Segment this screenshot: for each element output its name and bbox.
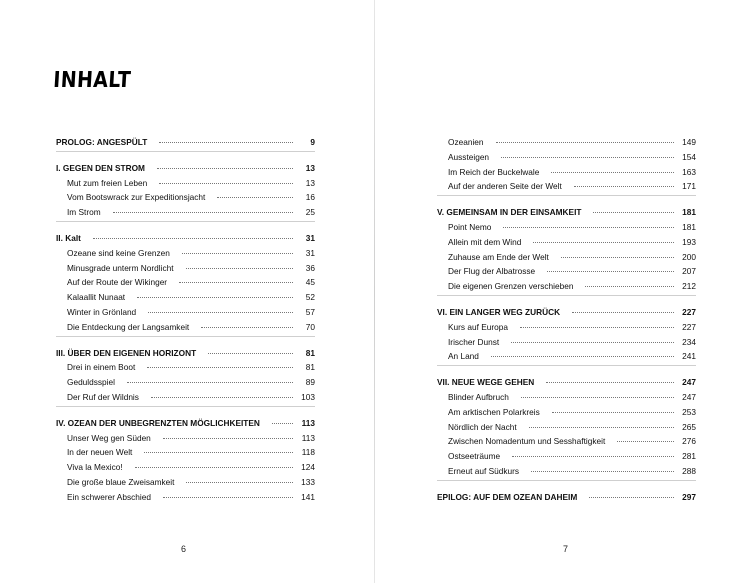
toc-entry-page: 247 <box>682 391 696 402</box>
toc-section-entry <box>56 176 315 191</box>
toc-entry-page: 207 <box>682 266 696 277</box>
toc-section-entry <box>56 460 315 475</box>
toc-entry-page: 81 <box>305 347 315 358</box>
section-divider <box>56 406 315 416</box>
toc-section-entry <box>56 290 315 305</box>
toc-section-entry <box>56 490 315 505</box>
toc-entry-page: 31 <box>305 247 315 258</box>
toc-section-entry <box>437 390 696 405</box>
toc-entry-title: Irischer Dunst <box>448 336 500 347</box>
dot-leader <box>93 238 293 239</box>
toc-entry-title: Blinder Aufbruch <box>448 391 509 402</box>
toc-entry-page: 25 <box>305 207 315 218</box>
toc-section-entry <box>437 279 696 294</box>
toc-entry-title: Aussteigen <box>448 151 490 162</box>
toc-entry-title: Point Nemo <box>448 221 492 232</box>
toc-entry-title: III. ÜBER DEN EIGENEN HORIZONT <box>56 347 197 358</box>
dot-leader <box>503 227 674 228</box>
toc-entry-page: 13 <box>305 162 315 173</box>
toc-entry-title: Unser Weg gen Süden <box>67 432 151 443</box>
dot-leader <box>529 427 674 428</box>
dot-leader <box>574 186 674 187</box>
toc-entry-page: 16 <box>305 192 315 203</box>
toc-entry-page: 118 <box>301 447 315 458</box>
toc-entry-title: Allein mit dem Wind <box>448 236 522 247</box>
toc-section-entry <box>56 475 315 490</box>
toc-entry-title: Nördlich der Nacht <box>448 421 517 432</box>
page-gutter <box>374 0 375 583</box>
toc-entry-page: 89 <box>305 377 315 388</box>
toc-entry-title: VI. EIN LANGER WEG ZURÜCK <box>437 306 561 317</box>
toc-entry-page: 253 <box>682 406 696 417</box>
toc-section-entry <box>56 275 315 290</box>
toc-section-entry <box>56 320 315 335</box>
toc-section-entry <box>437 449 696 464</box>
toc-section-entry <box>56 261 315 276</box>
toc-section-entry <box>437 349 696 364</box>
toc-entry-page: 81 <box>305 362 315 373</box>
toc-entry-page: 113 <box>301 417 315 428</box>
dot-leader <box>186 482 293 483</box>
toc-section-entry <box>56 205 315 220</box>
toc-entry-title: IV. OZEAN DER UNBEGRENZTEN MÖGLICHKEITEN <box>56 417 260 428</box>
dot-leader <box>511 342 674 343</box>
dot-leader <box>113 212 293 213</box>
dot-leader <box>617 441 674 442</box>
dot-leader <box>593 212 674 213</box>
dot-leader <box>163 438 293 439</box>
toc-entry-title: Im Strom <box>67 207 101 218</box>
toc-entry-title: Mut zum freien Leben <box>67 177 148 188</box>
dot-leader <box>547 271 674 272</box>
toc-entry-title: I. GEGEN DEN STROM <box>56 162 145 173</box>
toc-section-entry <box>437 335 696 350</box>
section-divider <box>56 151 315 161</box>
dot-leader <box>512 456 674 457</box>
dot-leader <box>201 327 293 328</box>
toc-entry-page: 154 <box>682 151 696 162</box>
toc-entry-title: Zuhause am Ende der Welt <box>448 251 549 262</box>
dot-leader <box>533 242 674 243</box>
toc-section-entry <box>56 360 315 375</box>
dot-leader <box>137 297 293 298</box>
toc-chapter-entry <box>56 161 315 176</box>
toc-entry-title: Die Entdeckung der Langsamkeit <box>67 321 190 332</box>
toc-entry-page: 113 <box>301 432 315 443</box>
toc-entry-page: 13 <box>305 177 315 188</box>
toc-entry-page: 70 <box>305 321 315 332</box>
toc-entry-title: V. GEMEINSAM IN DER EINSAMKEIT <box>437 207 582 218</box>
toc-chapter-entry <box>56 135 315 150</box>
toc-left-column <box>56 135 315 505</box>
toc-entry-page: 45 <box>305 277 315 288</box>
toc-entry-page: 276 <box>682 436 696 447</box>
toc-entry-page: 241 <box>682 351 696 362</box>
toc-chapter-entry <box>56 346 315 361</box>
dot-leader <box>217 197 293 198</box>
toc-entry-page: 181 <box>682 207 696 218</box>
toc-entry-title: Minusgrade unterm Nordlicht <box>67 262 174 273</box>
section-divider <box>437 365 696 375</box>
toc-entry-title: Die große blaue Zweisamkeit <box>67 476 175 487</box>
toc-entry-title: VII. NEUE WEGE GEHEN <box>437 377 535 388</box>
dot-leader <box>491 356 674 357</box>
toc-entry-page: 181 <box>682 221 696 232</box>
toc-section-entry <box>56 445 315 460</box>
dot-leader <box>182 253 293 254</box>
section-divider <box>56 221 315 231</box>
section-divider <box>437 295 696 305</box>
toc-section-entry <box>56 190 315 205</box>
dot-leader <box>159 142 293 143</box>
dot-leader <box>157 168 293 169</box>
toc-entry-title: Erneut auf Südkurs <box>448 465 520 476</box>
toc-entry-page: 31 <box>305 232 315 243</box>
toc-section-entry <box>56 431 315 446</box>
toc-section-entry <box>437 320 696 335</box>
toc-entry-title: Der Flug der Albatrosse <box>448 266 536 277</box>
dot-leader <box>147 367 293 368</box>
toc-chapter-entry <box>56 416 315 431</box>
toc-entry-page: 171 <box>682 181 696 192</box>
toc-entry-title: Vom Bootswrack zur Expeditionsjacht <box>67 192 206 203</box>
dot-leader <box>127 382 293 383</box>
toc-section-entry <box>437 220 696 235</box>
toc-entry-page: 297 <box>682 491 696 502</box>
section-divider <box>56 336 315 346</box>
dot-leader <box>520 327 674 328</box>
toc-entry-title: Kalaallit Nunaat <box>67 292 126 303</box>
toc-entry-page: 52 <box>305 292 315 303</box>
toc-entry-page: 212 <box>682 281 696 292</box>
dot-leader <box>585 286 674 287</box>
toc-entry-title: Winter in Grönland <box>67 306 137 317</box>
toc-entry-title: Ein schwerer Abschied <box>67 491 151 502</box>
toc-entry-title: Geduldsspiel <box>67 377 115 388</box>
toc-entry-title: Zwischen Nomadentum und Sesshaftigkeit <box>448 436 606 447</box>
section-divider <box>437 480 696 490</box>
toc-entry-title: Ostseeträume <box>448 451 501 462</box>
toc-entry-title: EPILOG: AUF DEM OZEAN DAHEIM <box>437 491 578 502</box>
toc-entry-page: 227 <box>682 306 696 317</box>
toc-entry-page: 133 <box>301 476 315 487</box>
toc-chapter-entry <box>437 490 696 505</box>
toc-entry-page: 36 <box>305 262 315 273</box>
dot-leader <box>272 423 293 424</box>
dot-leader <box>135 467 293 468</box>
section-divider <box>437 195 696 205</box>
toc-entry-title: Die eigenen Grenzen verschieben <box>448 281 574 292</box>
toc-entry-title: Auf der Route der Wikinger <box>67 277 168 288</box>
toc-entry-page: 163 <box>682 166 696 177</box>
toc-section-entry <box>437 434 696 449</box>
dot-leader <box>501 157 674 158</box>
dot-leader <box>496 142 674 143</box>
toc-section-entry <box>56 246 315 261</box>
dot-leader <box>551 172 674 173</box>
toc-entry-page: 281 <box>682 451 696 462</box>
toc-entry-title: Drei in einem Boot <box>67 362 136 373</box>
dot-leader <box>546 382 674 383</box>
dot-leader <box>148 312 293 313</box>
dot-leader <box>561 257 674 258</box>
toc-entry-page: 288 <box>682 465 696 476</box>
dot-leader <box>531 471 674 472</box>
dot-leader <box>552 412 674 413</box>
toc-chapter-entry <box>437 305 696 320</box>
dot-leader <box>572 312 674 313</box>
toc-section-entry <box>437 250 696 265</box>
dot-leader <box>151 397 293 398</box>
toc-entry-page: 193 <box>682 236 696 247</box>
toc-section-entry <box>437 165 696 180</box>
toc-section-entry <box>56 375 315 390</box>
toc-section-entry <box>56 390 315 405</box>
toc-entry-title: Der Ruf der Wildnis <box>67 391 139 402</box>
toc-entry-page: 149 <box>682 137 696 147</box>
dot-leader <box>179 282 293 283</box>
dot-leader <box>589 497 674 498</box>
toc-entry-page: 141 <box>301 491 315 502</box>
page-number-right: 7 <box>563 544 569 554</box>
toc-entry-title: Kurs auf Europa <box>448 321 508 332</box>
dot-leader <box>144 452 293 453</box>
toc-entry-page: 57 <box>305 306 315 317</box>
toc-entry-title: In der neuen Welt <box>67 447 133 458</box>
dot-leader <box>208 353 293 354</box>
page-number-left: 6 <box>181 544 187 554</box>
toc-section-entry <box>437 264 696 279</box>
toc-section-entry <box>437 464 696 479</box>
toc-entry-page: 265 <box>682 421 696 432</box>
toc-section-entry <box>437 135 696 150</box>
toc-entry-title: Im Reich der Buckelwale <box>448 166 540 177</box>
toc-entry-page: 247 <box>682 377 696 388</box>
toc-section-entry <box>437 179 696 194</box>
dot-leader <box>163 497 293 498</box>
toc-entry-page: 124 <box>301 462 315 473</box>
toc-section-entry <box>56 305 315 320</box>
toc-entry-title: II. Kalt <box>56 232 81 243</box>
toc-chapter-entry <box>437 375 696 390</box>
toc-chapter-entry <box>437 205 696 220</box>
page-title: INHALT <box>52 68 132 93</box>
toc-entry-page: 234 <box>682 336 696 347</box>
toc-entry-page: 200 <box>682 251 696 262</box>
toc-section-entry <box>437 150 696 165</box>
dot-leader <box>186 268 293 269</box>
toc-entry-page: 227 <box>682 321 696 332</box>
toc-section-entry <box>437 235 696 250</box>
toc-entry-title: PROLOG: ANGESPÜLT <box>56 137 148 147</box>
toc-entry-page: 103 <box>301 391 315 402</box>
toc-entry-title: Ozeanien <box>448 137 484 147</box>
toc-entry-title: Am arktischen Polarkreis <box>448 406 540 417</box>
dot-leader <box>521 397 674 398</box>
toc-section-entry <box>437 420 696 435</box>
toc-entry-title: Auf der anderen Seite der Welt <box>448 181 562 192</box>
dot-leader <box>159 183 293 184</box>
toc-entry-title: Ozeane sind keine Grenzen <box>67 247 170 258</box>
toc-entry-title: Viva la Mexico! <box>67 462 123 473</box>
toc-chapter-entry <box>56 231 315 246</box>
toc-entry-page: 9 <box>310 137 315 147</box>
toc-entry-title: An Land <box>448 351 479 362</box>
toc-right-column <box>437 135 696 505</box>
toc-section-entry <box>437 405 696 420</box>
